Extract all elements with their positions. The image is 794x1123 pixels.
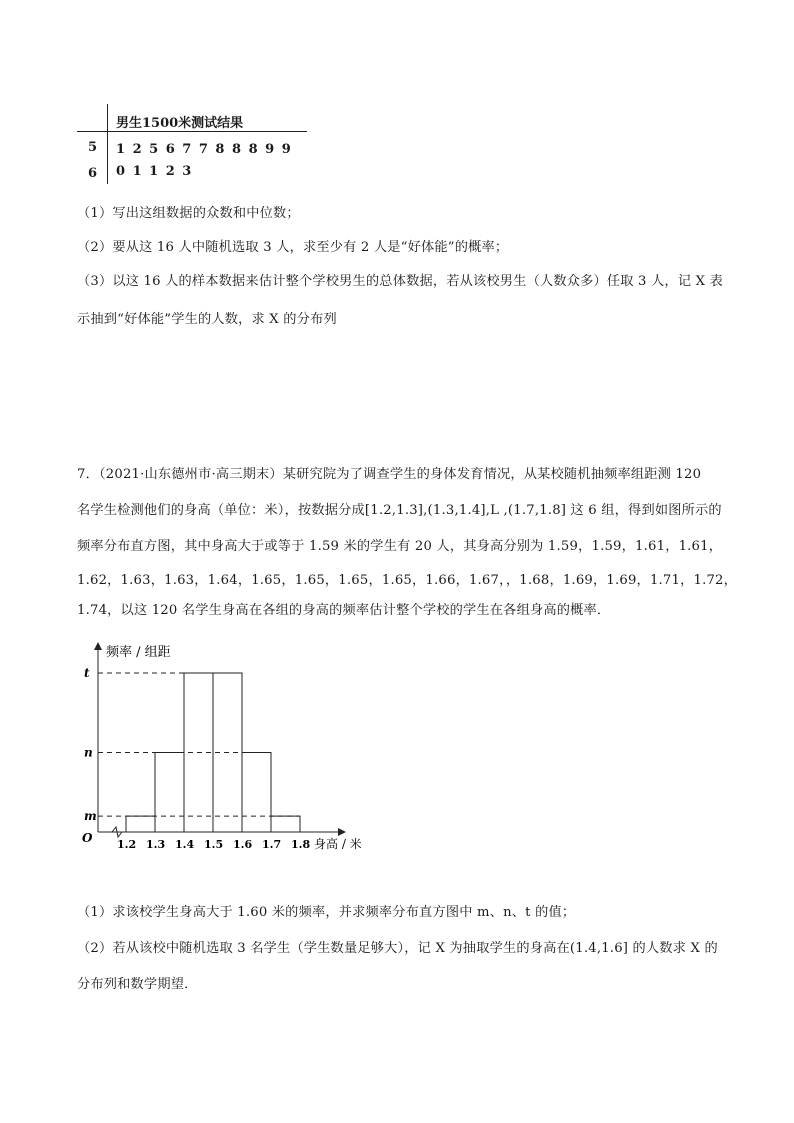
stem-value: 6: [88, 166, 98, 181]
y-axis-arrow: [94, 642, 102, 650]
q7-stem-line5: 1.74，以这 120 名学生身高在各组的身高的频率估计整个学校的学生在各组身高的概率．: [77, 603, 611, 618]
x-tick-label: 1.4: [175, 838, 195, 851]
origin-label: O: [82, 831, 93, 845]
x-axis-arrow: [338, 828, 346, 836]
y-tick-label: t: [84, 666, 90, 680]
y-tick-label: n: [84, 745, 93, 760]
q6-part1: （1）写出这组数据的众数和中位数；: [77, 206, 300, 221]
histogram-bar: [271, 816, 300, 832]
x-tick-label: 1.5: [204, 838, 224, 851]
histogram-labels: [82, 644, 362, 851]
q7-part2-line2: 分布列和数学期望．: [77, 977, 198, 992]
q6-part2: （2）要从这 16 人中随机选取 3 人，求至少有 2 人是“好体能”的概率；: [77, 240, 509, 255]
q6-part3-line1: （3）以这 16 人的样本数据来估计整个学校男生的总体数据，若从该校男生（人数众多）任取 3 人，记 X 表: [77, 274, 723, 289]
leaf-values: 0 1 1 2 3: [116, 164, 192, 179]
x-tick-label: 1.2: [117, 838, 137, 851]
frequency-histogram: [76, 636, 376, 868]
q7-stem-line1: 7．（2021·山东德州市·高三期末）某研究院为了调查学生的身体发育情况，从某校随机抽频率组距测 120: [77, 467, 702, 482]
q7-part2-line1: （2）若从该校中随机选取 3 名学生（学生数量足够大），记 X 为抽取学生的身高在(1.4,1.6] 的人数求 X 的: [77, 941, 718, 956]
x-tick-label: 1.3: [146, 838, 166, 851]
histogram-axes: [94, 642, 346, 837]
x-tick-label: 1.8: [291, 838, 311, 851]
stem-leaf-divider-horizontal: [77, 131, 307, 132]
stem-value: 5: [88, 140, 98, 155]
q7-part1: （1）求该校学生身高大于 1.60 米的频率，并求频率分布直方图中 m、n、t 的值；: [77, 905, 576, 920]
x-tick-label: 1.6: [233, 838, 253, 851]
q7-stem-line3: 频率分布直方图，其中身高大于或等于 1.59 米的学生有 20 人，其身高分别为 1.59，1.59，1.61，1.61，: [77, 539, 723, 554]
q6-part3-line2: 示抽到“好体能”学生的人数，求 X 的分布列: [77, 312, 337, 327]
stem-leaf-divider-vertical: [107, 104, 108, 184]
x-axis-label: 身高 / 米: [314, 837, 362, 851]
x-tick-label: 1.7: [262, 838, 282, 851]
histogram-bar: [242, 753, 271, 833]
q7-stem-line2: 名学生检测他们的身高（单位：米），按数据分成[1.2,1.3],(1.3,1.4],L ,(1.7,1.8] 这 6 组，得到如图所示的: [77, 503, 722, 518]
y-tick-label: m: [84, 809, 97, 824]
y-axis-label: 频率 / 组距: [106, 645, 171, 660]
leaf-values: 1 2 5 6 7 7 8 8 8 9 9: [116, 142, 291, 157]
q7-stem-line4: 1.62，1.63，1.63，1.64，1.65，1.65，1.65，1.65，1.66，1.67，，1.68，1.69，1.69，1.71，1.72，: [77, 573, 738, 588]
histogram-bar: [155, 753, 184, 833]
stem-leaf-title: 男生1500米测试结果: [116, 116, 244, 131]
histogram-bar: [126, 816, 155, 832]
